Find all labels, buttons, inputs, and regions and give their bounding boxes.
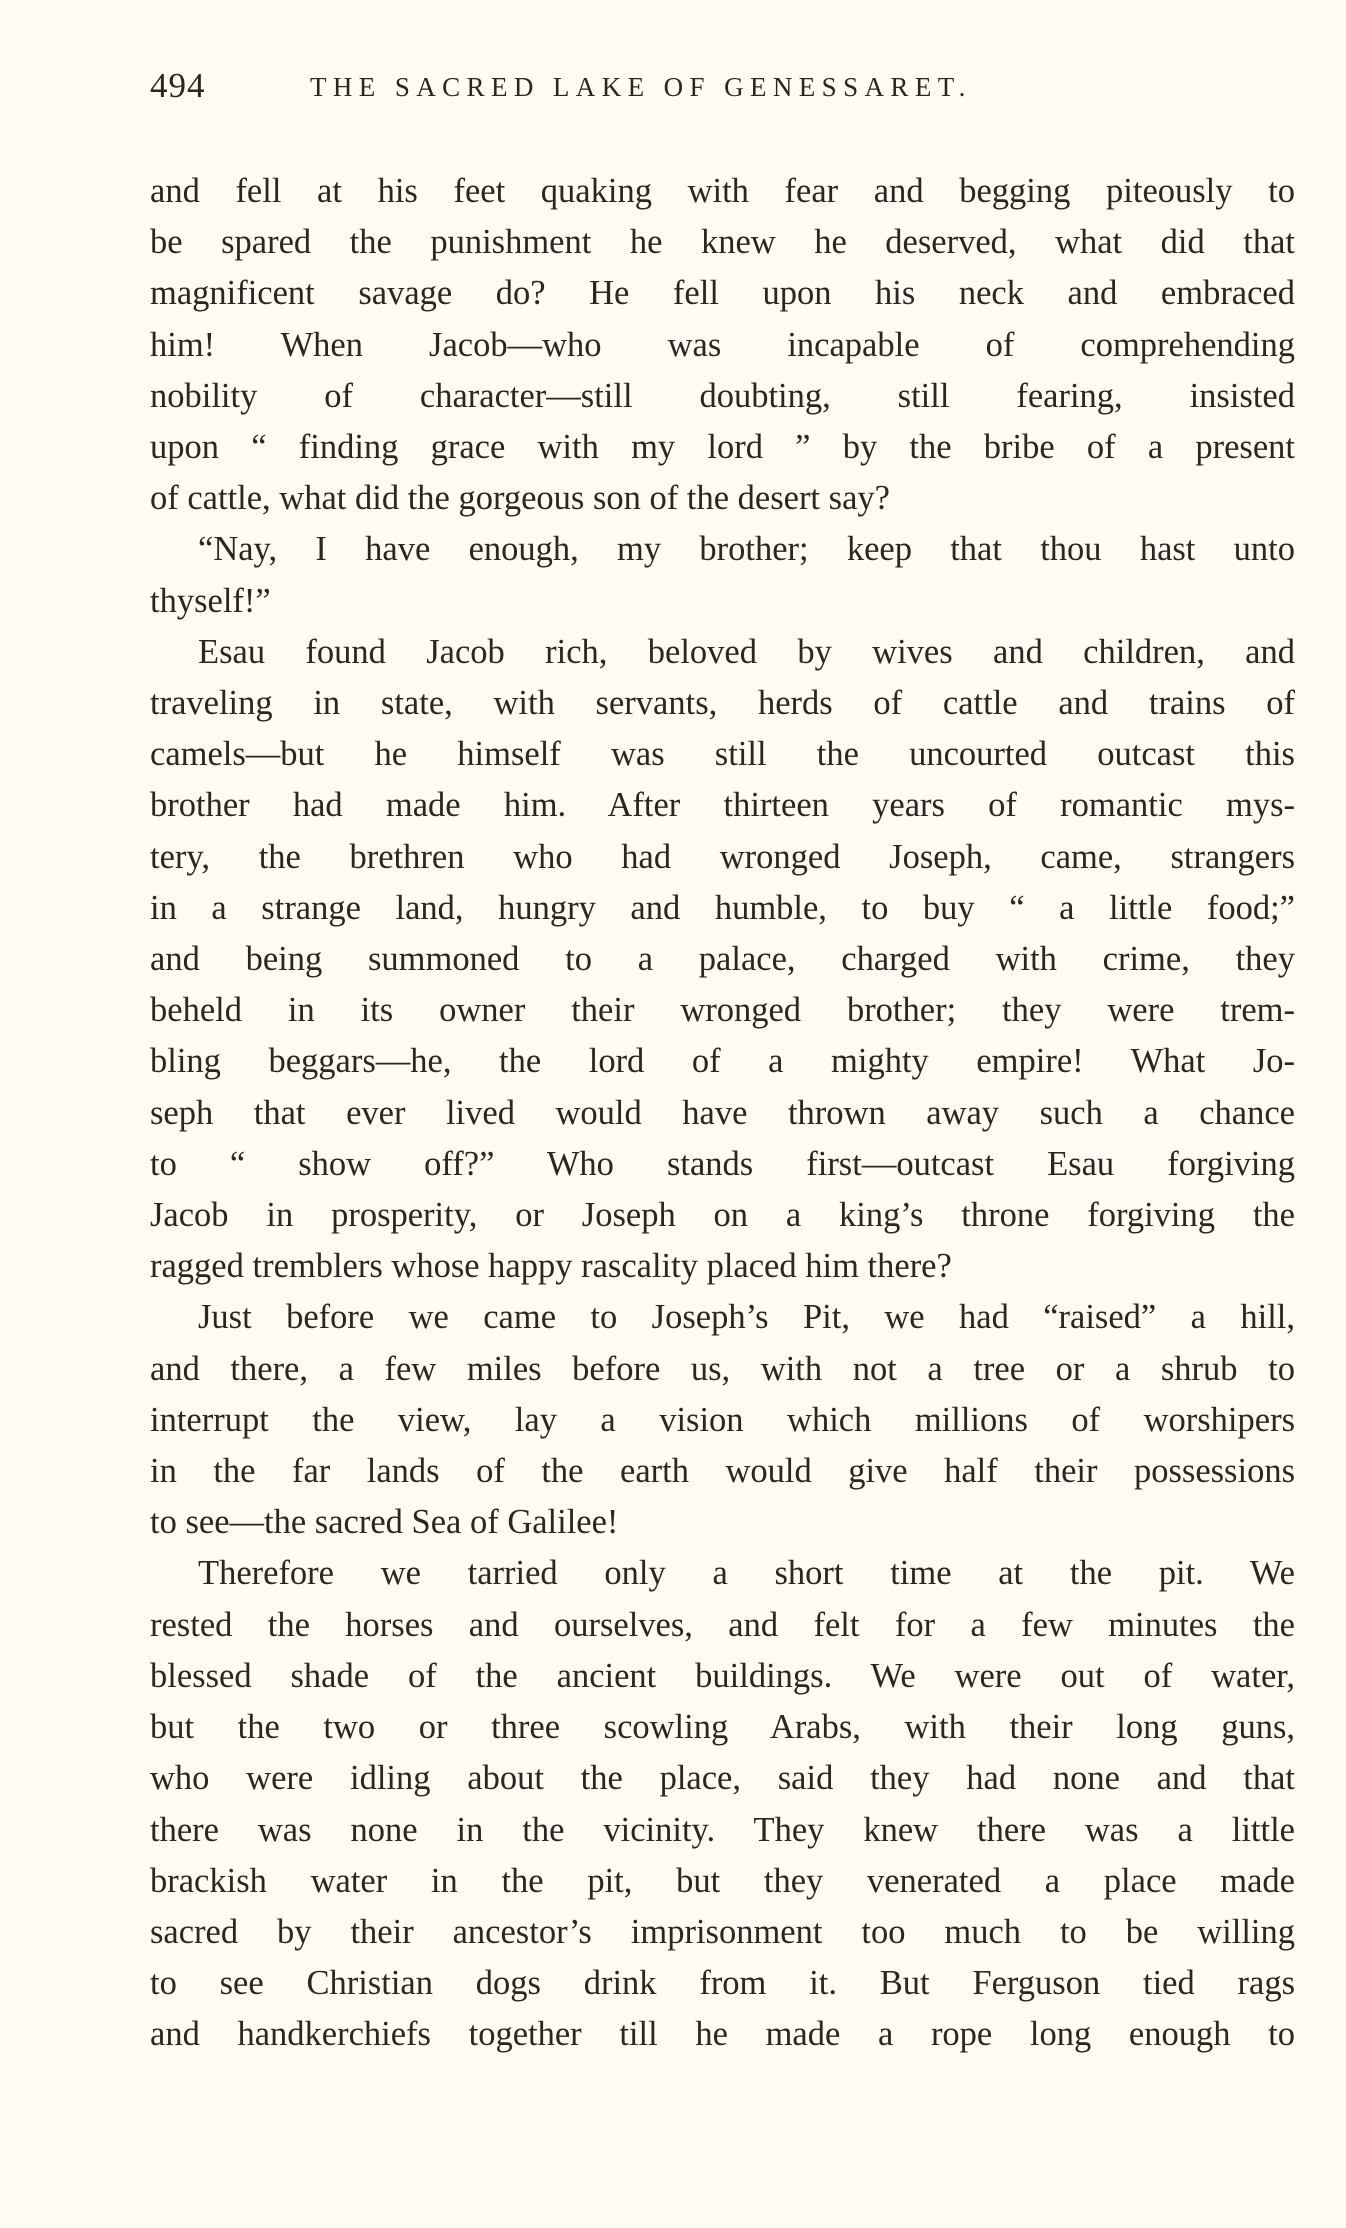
text-line: him! When Jacob—who was incapable of comprehending — [150, 325, 1295, 364]
book-page — [150, 66, 1295, 2061]
text-line: upon “ finding grace with my lord ” by the bribe of a present — [150, 428, 1295, 467]
running-title: THE SACRED LAKE OF GENESSARET. — [310, 72, 972, 102]
paragraph — [150, 627, 1295, 1293]
text-line: “Nay, I have enough, my brother; keep that thou hast unto — [198, 530, 1295, 569]
page-number: 494 — [150, 66, 206, 105]
paragraph — [150, 524, 1295, 626]
text-line: thyself!” — [150, 581, 271, 620]
text-line: to see Christian dogs drink from it. But Ferguson tied rags — [150, 1964, 1295, 2003]
text-line: magnificent savage do? He fell upon his neck and embraced — [150, 274, 1295, 313]
text-line: interrupt the view, lay a vision which millions of worshipers — [150, 1400, 1295, 1439]
running-head — [150, 66, 1295, 116]
text-line: rested the horses and ourselves, and felt for a few minutes the — [150, 1605, 1295, 1644]
text-line: and there, a few miles before us, with not a tree or a shrub to — [150, 1349, 1295, 1388]
text-line: Therefore we tarried only a short time at the pit. We — [198, 1554, 1295, 1593]
text-line: be spared the punishment he knew he deserved, what did that — [150, 223, 1295, 262]
text-line: nobility of character—still doubting, still fearing, insisted — [150, 376, 1295, 415]
text-line: brackish water in the pit, but they venerated a place made — [150, 1861, 1295, 1900]
text-line: in a strange land, hungry and humble, to buy “ a little food;” — [150, 888, 1295, 927]
text-line: sacred by their ancestor’s imprisonment too much to be willing — [150, 1912, 1295, 1951]
paragraph — [150, 1292, 1295, 1548]
text-line: blessed shade of the ancient buildings. We were out of water, — [150, 1656, 1295, 1695]
text-line: but the two or three scowling Arabs, with their long guns, — [150, 1708, 1295, 1747]
text-line: in the far lands of the earth would give half their possessions — [150, 1452, 1295, 1491]
text-line: and handkerchiefs together till he made a rope long enough to — [150, 2015, 1295, 2054]
text-line: who were idling about the place, said they had none and that — [150, 1759, 1295, 1798]
text-line: and being summoned to a palace, charged with crime, they — [150, 940, 1295, 979]
text-line: bling beggars—he, the lord of a mighty empire! What Jo- — [150, 1042, 1295, 1081]
text-line: Jacob in prosperity, or Joseph on a king’s throne forgiving the — [150, 1196, 1295, 1235]
text-line: seph that ever lived would have thrown away such a chance — [150, 1093, 1295, 1132]
text-line: brother had made him. After thirteen years of romantic mys- — [150, 786, 1295, 825]
text-line: of cattle, what did the gorgeous son of the desert say? — [150, 479, 890, 518]
body-text — [150, 166, 1295, 2061]
text-line: Just before we came to Joseph’s Pit, we had “raised” a hill, — [198, 1298, 1295, 1337]
text-line: traveling in state, with servants, herds of cattle and trains of — [150, 684, 1295, 723]
text-line: to “ show off?” Who stands first—outcast Esau forgiving — [150, 1144, 1295, 1183]
text-line: ragged tremblers whose happy rascality placed him there? — [150, 1247, 952, 1286]
text-line: there was none in the vicinity. They knew there was a little — [150, 1810, 1295, 1849]
paragraph — [150, 166, 1295, 524]
text-line: Esau found Jacob rich, beloved by wives and children, and — [198, 632, 1295, 671]
text-line: beheld in its owner their wronged brother; they were trem- — [150, 991, 1295, 1030]
text-line: camels—but he himself was still the uncourted outcast this — [150, 735, 1295, 774]
text-line: tery, the brethren who had wronged Joseph, came, strangers — [150, 837, 1295, 876]
text-line: and fell at his feet quaking with fear and begging piteously to — [150, 172, 1295, 210]
paragraph — [150, 1548, 1295, 2060]
text-line: to see—the sacred Sea of Galilee! — [150, 1503, 619, 1542]
